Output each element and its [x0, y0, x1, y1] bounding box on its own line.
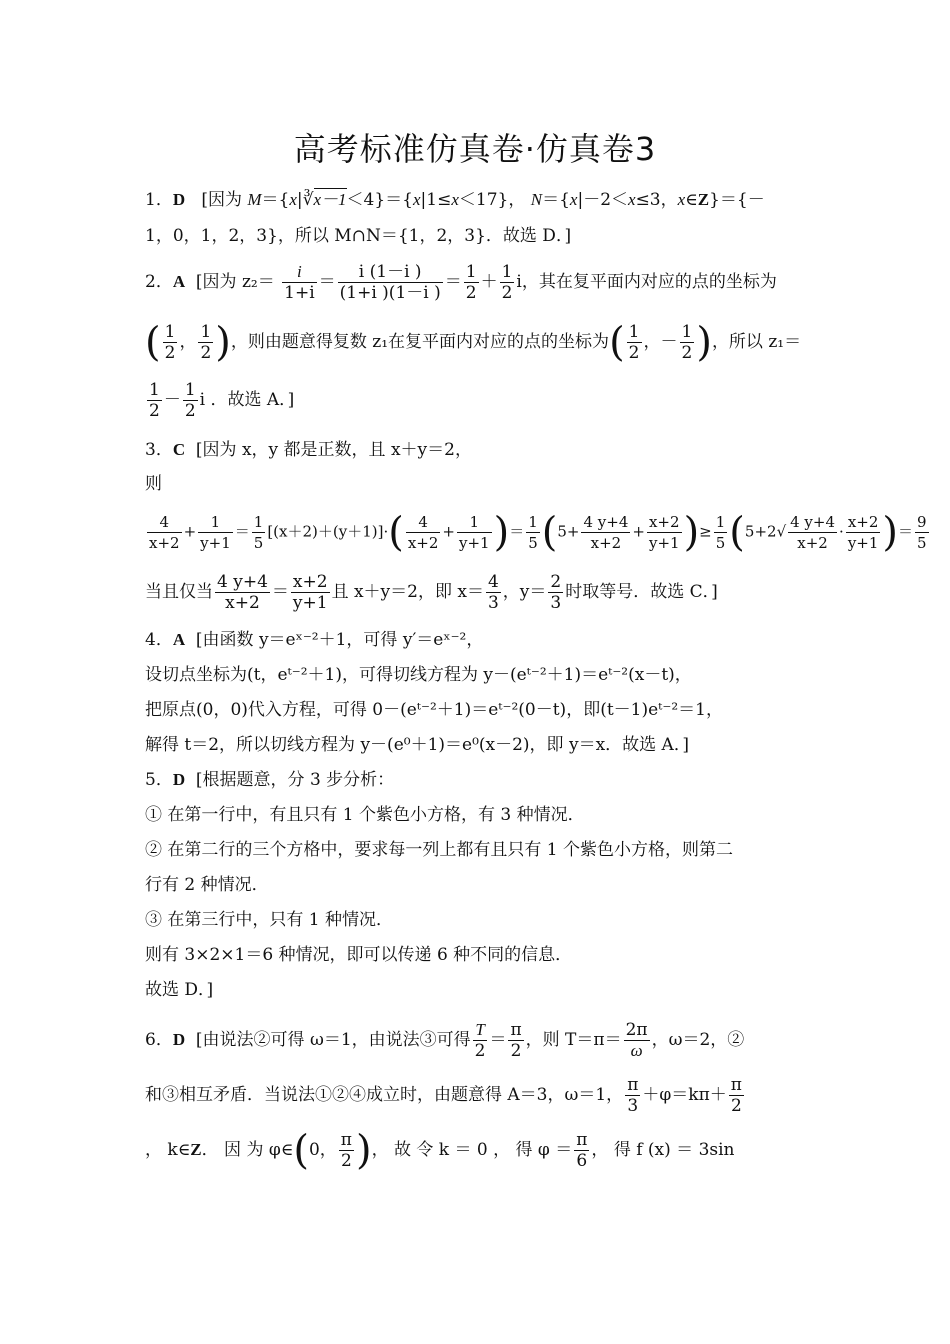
q2-line-2: ( $\frac{1}{2}$ ， $\frac{1}{2}$ )，则由题意得复数 z₁在复平面内对应的点的坐标为( $\frac{1}{2}$ ，－ $\frac{1}{2}$ )，所以 z₁＝: [145, 319, 802, 366]
q5-line-2: ① 在第一行中，有且只有 1 个紫色小方格，有 3 种情况．: [145, 805, 585, 825]
q4-line-1: 4．A [由函数 y＝eˣ⁻²＋1，可得 y′＝eˣ⁻²，: [145, 630, 484, 650]
q4-line-2: 设切点坐标为(t，eᵗ⁻²＋1)，可得切线方程为 y－(eᵗ⁻²＋1)＝eᵗ⁻²(x－t)，: [145, 665, 692, 685]
q4-line-4: 解得 t＝2，所以切线方程为 y－(e⁰＋1)＝e⁰(x－2)，即 y＝x．故选 A．]: [145, 735, 689, 755]
q3-line-1: 3．C [因为 x，y 都是正数，且 x＋y＝2，: [145, 440, 472, 460]
q5-line-7: 故选 D．]: [145, 980, 214, 1000]
q4-line-3: 把原点(0，0)代入方程，可得 0－(eᵗ⁻²＋1)＝eᵗ⁻²(0－t)，即(t－1)eᵗ⁻²＝1，: [145, 700, 723, 720]
q2-line-3: $\frac{1}{2}$ － $\frac{1}{2}$ i ．故选 A．]: [149, 380, 295, 421]
cube-root-symbol: ∛: [302, 190, 314, 210]
q5-line-1: 5．D [根据题意，分 3 步分析：: [145, 770, 395, 790]
page-title: 高考标准仿真卷·仿真卷3: [293, 130, 657, 168]
q6-line-2: 和③相互矛盾．当说法①②④成立时，由题意得 A＝3，ω＝1， $\frac{\pi}{3}$ ＋φ＝kπ＋ $\frac{\pi}{2}$: [145, 1075, 742, 1116]
q5-line-3: ② 在第二行的三个方格中，要求每一列上都有且只有 1 个紫色小方格，则第二: [145, 840, 734, 860]
q3-equation: $\frac{4}{x+2}$ + $\frac{1}{y+1}$ ＝ $\frac{1}{5}$ [(x＋2)＋(y＋1)]·( $\frac{4}{x+2}$ + $\frac{1}{y+1}$ )＝ $\frac{1}{5}$ (5+ $\frac{4 y+4}{x+2}$ + $\frac{x+2}{y+1}$ )≥ $\frac{1}{5}$ (5+2√ $\frac{4 y+4}{x+2}$ · $\frac{x+2}{y+1}$ )＝ $\frac{9}{5}$: [149, 509, 927, 556]
q3-line-2: 则: [145, 474, 162, 494]
q3-line-4: 当且仅当 $\frac{4 y+4}{x+2}$ ＝ $\frac{x+2}{y+1}$ 且 x＋y＝2，即 x＝ $\frac{4}{3}$ ，y＝ $\frac{2}{3}$ 时取等号．故选 C．]: [145, 572, 718, 613]
sqrt-symbol: √: [776, 522, 787, 541]
q1-line-2: 1，0，1，2，3}，所以 M∩N＝{1，2，3}．故选 D．]: [145, 226, 572, 246]
q2-line-1: 2．A [因为 z₂＝ $\frac{i}{1+i}$ ＝ $\frac{i (1-i )}{(1+i )(1-i )}$ ＝ $\frac{1}{2}$ ＋ $\frac{1}{2}$ i，其在复平面内对应的点的坐标为: [145, 262, 777, 303]
q5-line-4: 行有 2 种情况．: [145, 875, 269, 895]
q6-line-3: ， k∈Z． 因 为 φ∈(0， $\frac{\pi}{2}$ )， 故 令 k ＝ 0 ， 得 φ ＝ $\frac{\pi}{6}$ ， 得 f (x) ＝ 3sin: [145, 1127, 735, 1174]
q1-line-1: 1．D [因为 M＝{x|∛x－1＜4}＝{x|1≤x＜17}， N＝{x|－2＜x≤3，x∈Z}＝{－: [145, 190, 765, 210]
q5-line-6: 则有 3×2×1＝6 种情况，即可以传递 6 种不同的信息．: [145, 945, 573, 965]
q6-line-1: 6．D [由说法②可得 ω＝1，由说法③可得 $\frac{T}{2}$ ＝ $\frac{\pi}{2}$ ，则 T＝π＝ $\frac{2\pi}{\omega}$ ，ω＝2，②: [145, 1020, 745, 1061]
q5-line-5: ③ 在第三行中，只有 1 种情况．: [145, 910, 394, 930]
